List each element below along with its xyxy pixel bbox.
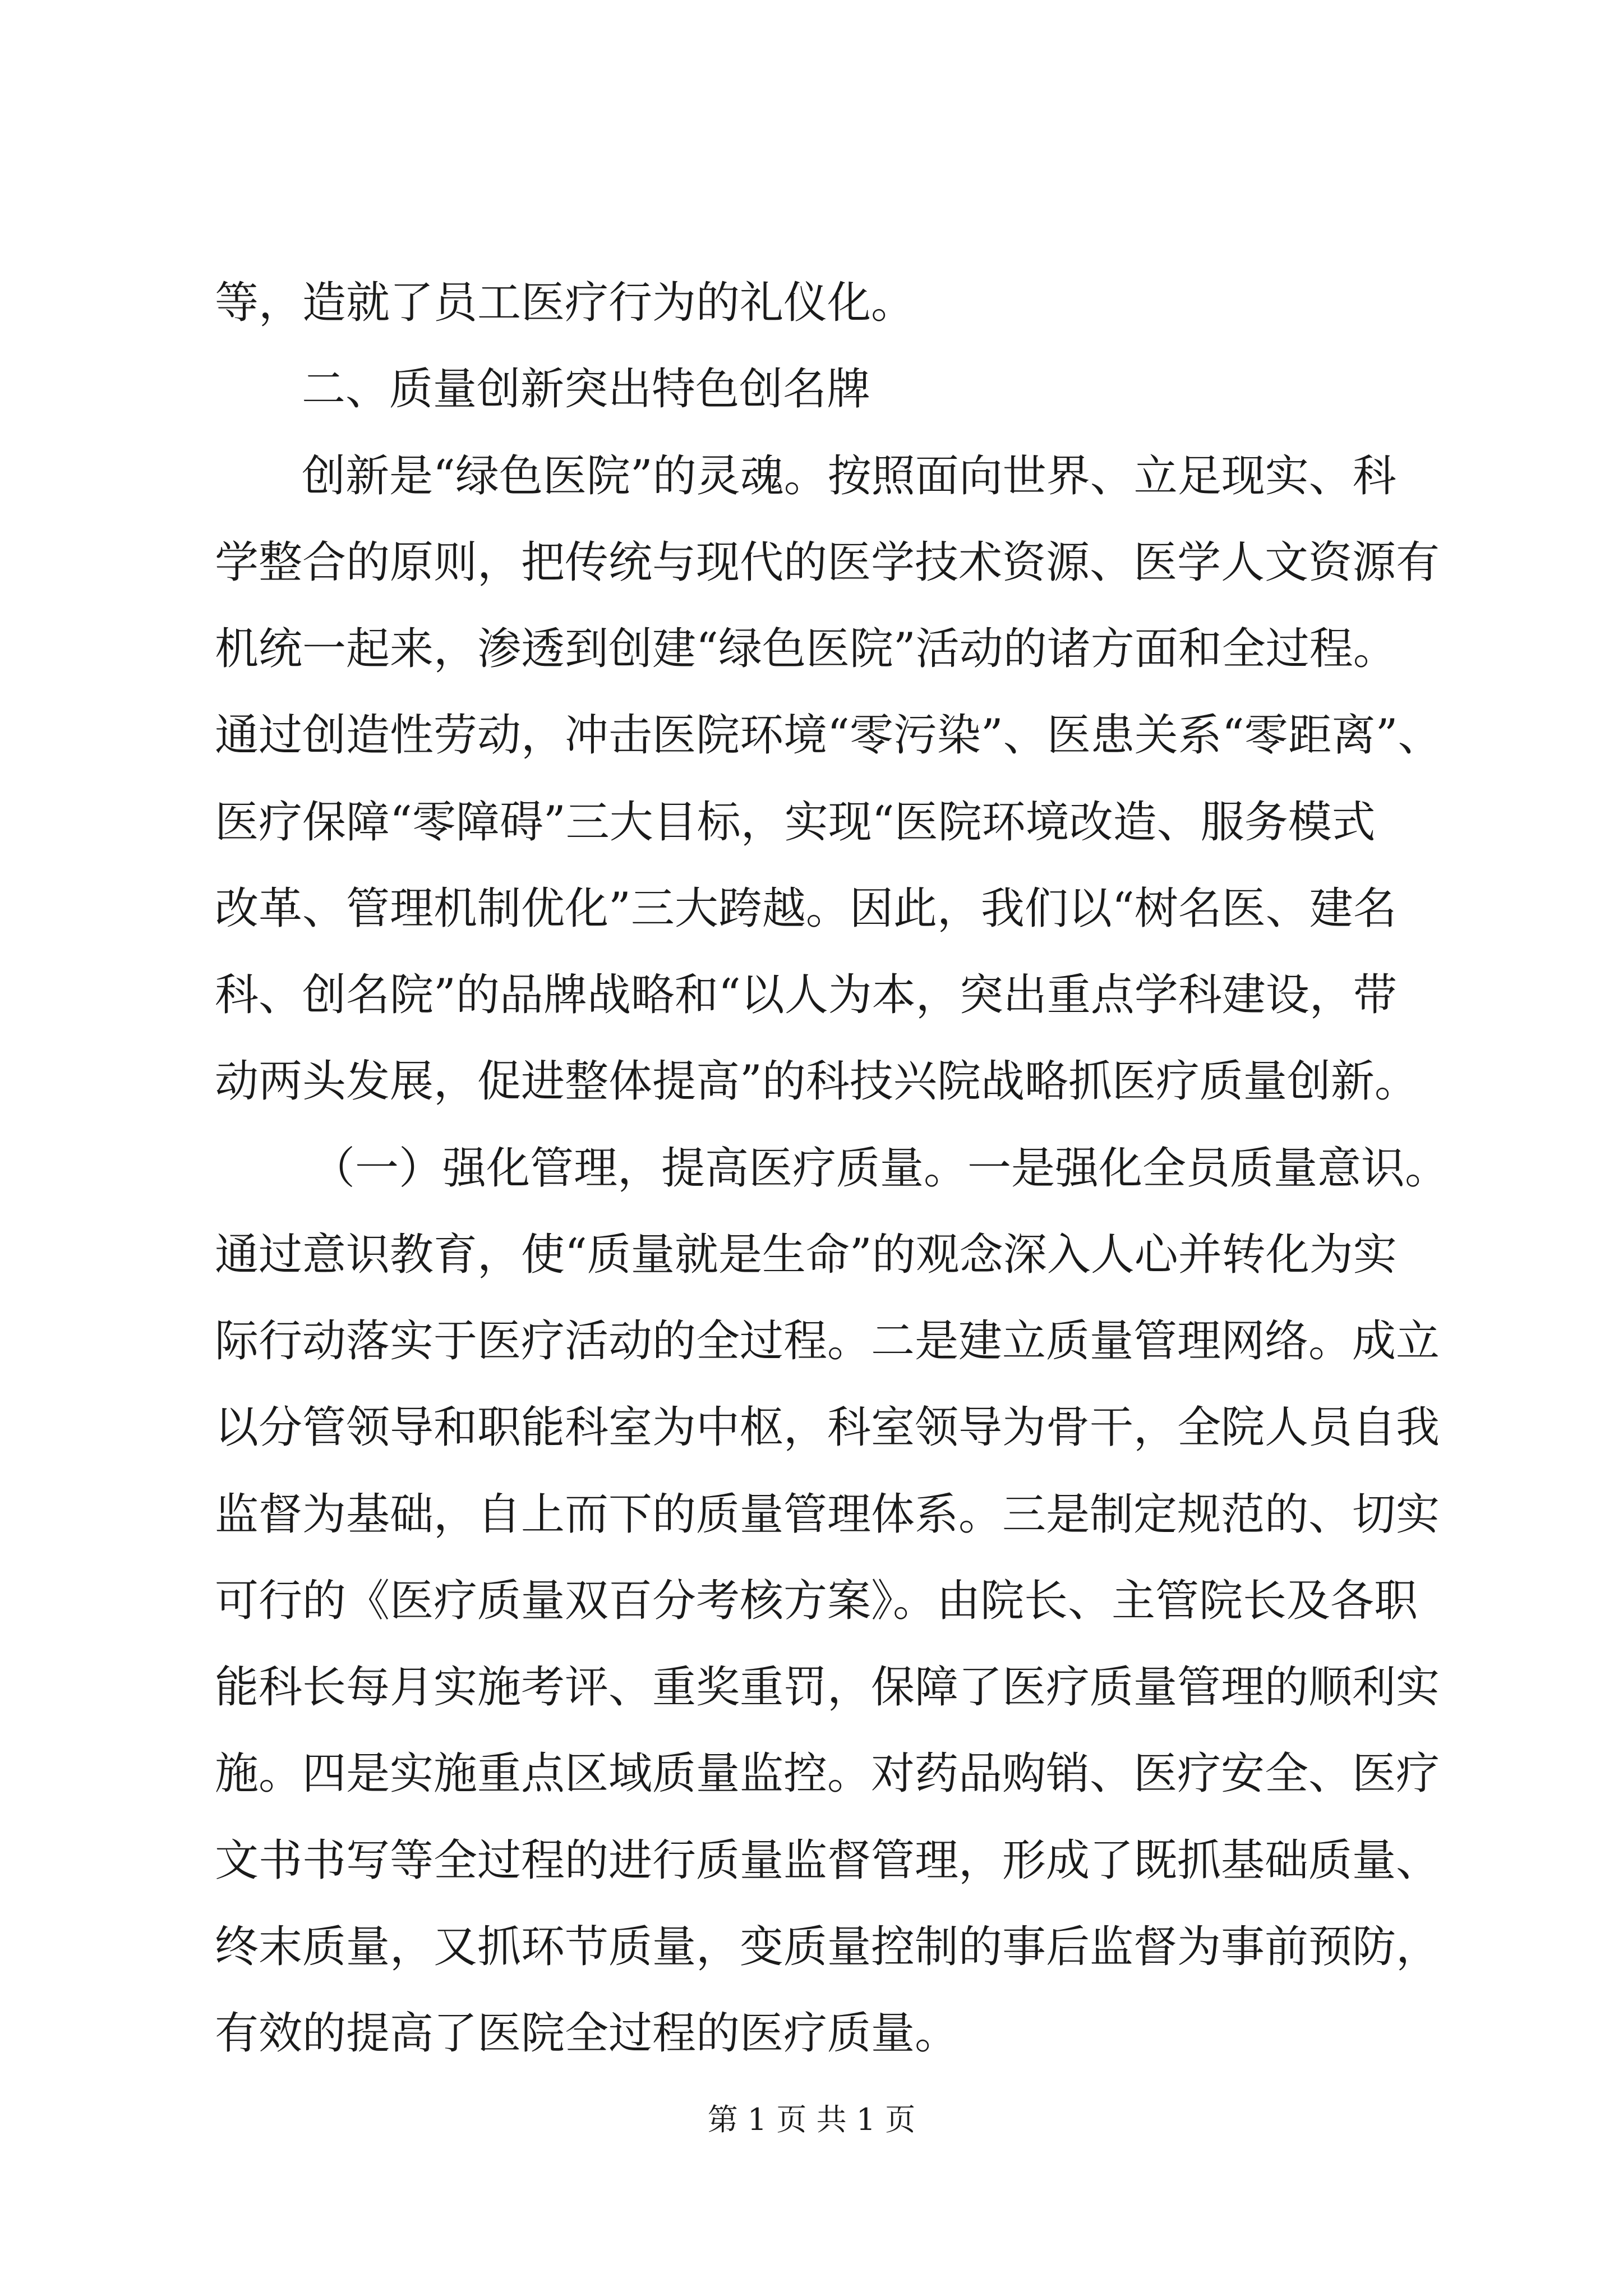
paragraph-line: 可行的《医疗质量双百分考核方案》。由院长、主管院长及各职 — [215, 1576, 1418, 1626]
paragraph-line: 施。四是实施重点区域质量监控。对药品购销、医疗安全、医疗 — [215, 1749, 1440, 1799]
paragraph-line: 以分管领导和职能科室为中枢，科室领导为骨干，全院人员自我 — [215, 1402, 1440, 1453]
paragraph-line: 监督为基础，自上而下的质量管理体系。三是制定规范的、切实 — [215, 1489, 1440, 1540]
paragraph-line: 机统一起来，渗透到创建“绿色医院”活动的诸方面和全过程。 — [215, 624, 1397, 674]
paragraph-line: 能科长每月实施考评、重奖重罚，保障了医疗质量管理的顺利实 — [215, 1662, 1440, 1713]
paragraph-line: 科、创名院”的品牌战略和“以人为本，突出重点学科建设，带 — [215, 970, 1397, 1020]
page-footer: 第 1 页 共 1 页 — [707, 2102, 916, 2137]
paragraph-line: 创新是“绿色医院”的灵魂。按照面向世界、立足现实、科 — [302, 451, 1396, 501]
paragraph-line: 有效的提高了医院全过程的医疗质量。 — [215, 2008, 959, 2059]
subsection-heading-line: （一）强化管理，提高医疗质量。一是强化全员质量意识。 — [311, 1143, 1449, 1194]
paragraph-line: 文书书写等全过程的进行质量监督管理，形成了既抓基础质量、 — [215, 1835, 1440, 1886]
section-heading: 二、质量创新突出特色创名牌 — [302, 364, 871, 415]
paragraph-line: 终末质量，又抓环节质量，变质量控制的事后监督为事前预防， — [215, 1922, 1440, 1972]
paragraph-line: 通过创造性劳动，冲击医院环境“零污染”、医患关系“零距离”、 — [215, 710, 1442, 761]
paragraph-line: 通过意识教育，使“质量就是生命”的观念深入人心并转化为实 — [215, 1230, 1397, 1280]
paragraph-line: 际行动落实于医疗活动的全过程。二是建立质量管理网络。成立 — [215, 1316, 1440, 1366]
paragraph-line: 等，造就了员工医疗行为的礼仪化。 — [215, 278, 915, 328]
paragraph-line: 医疗保障“零障碍”三大目标，实现“医院环境改造、服务模式 — [215, 797, 1376, 848]
paragraph-line: 动两头发展，促进整体提高”的科技兴院战略抓医疗质量创新。 — [215, 1056, 1418, 1107]
paragraph-line: 改革、管理机制优化”三大跨越。因此，我们以“树名医、建名 — [215, 884, 1397, 934]
paragraph-line: 学整合的原则，把传统与现代的医学技术资源、医学人文资源有 — [215, 537, 1440, 588]
